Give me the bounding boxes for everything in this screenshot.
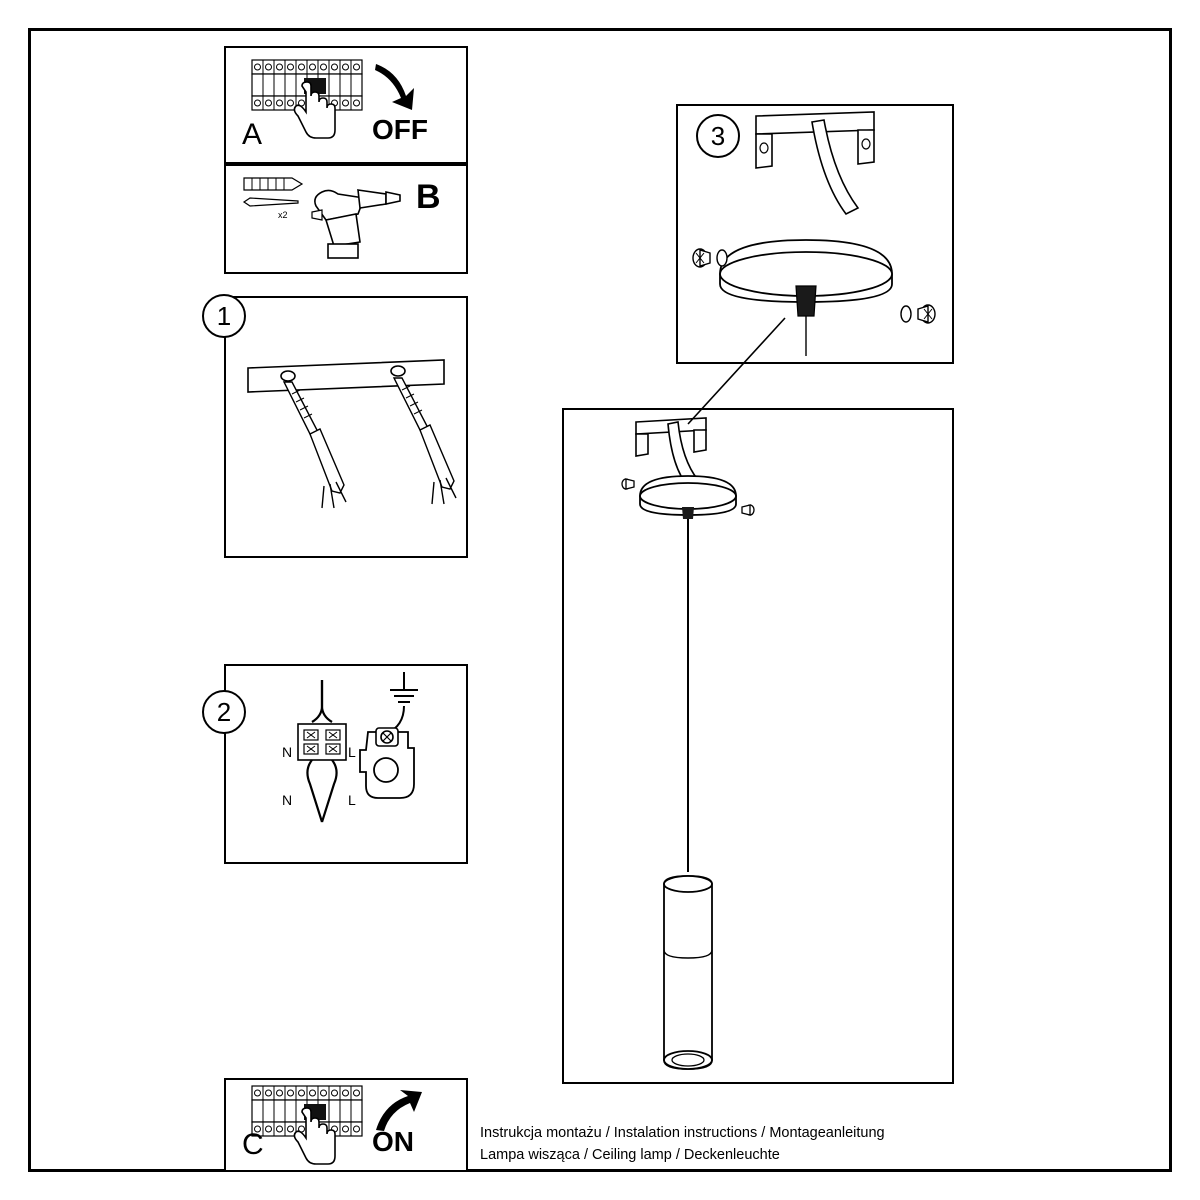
panel-step-1-bracket	[216, 296, 468, 558]
panel-b-letter: B	[416, 178, 441, 216]
wire-connector-earth-terminal-icon	[226, 666, 466, 862]
ceiling-bracket-with-screws-icon	[226, 298, 466, 556]
step-1-number-badge	[202, 294, 246, 338]
panel-c-letter: C	[242, 1128, 264, 1161]
panel-a-action-label: OFF	[372, 114, 428, 145]
panel-step-2-wiring	[216, 664, 468, 864]
step-2-number-badge	[202, 690, 246, 734]
step-2-number: 2	[216, 696, 232, 727]
caption-line-2: Lampa wisząca / Ceiling lamp / Deckenleuchte	[480, 1147, 780, 1164]
panel-c-power-on	[224, 1078, 468, 1172]
terminal-label-n-bottom: N	[282, 792, 293, 808]
panel-a-letter: A	[242, 118, 263, 151]
caption-block	[480, 1122, 885, 1167]
panel-b-multiplier: x2	[278, 210, 288, 220]
panel-b-drill-plugs	[224, 164, 468, 274]
caption-line-1: Instrukcja montażu / Instalation instructions / Montageanleitung	[480, 1125, 885, 1141]
panel-a-power-off	[224, 46, 468, 164]
step-1-number: 1	[216, 300, 232, 331]
panel-step-3-canopy	[676, 104, 954, 364]
step-3-number: 3	[710, 120, 726, 151]
terminal-label-n-top: N	[282, 744, 293, 760]
step-3-number-badge	[696, 114, 740, 158]
panel-c-action-label: ON	[372, 1126, 414, 1157]
terminal-label-l-top: L	[348, 744, 356, 760]
terminal-label-l-bottom: L	[348, 792, 356, 808]
panel-main-lamp-assembly	[562, 408, 954, 1084]
pendant-lamp-assembly-icon	[564, 410, 952, 1082]
